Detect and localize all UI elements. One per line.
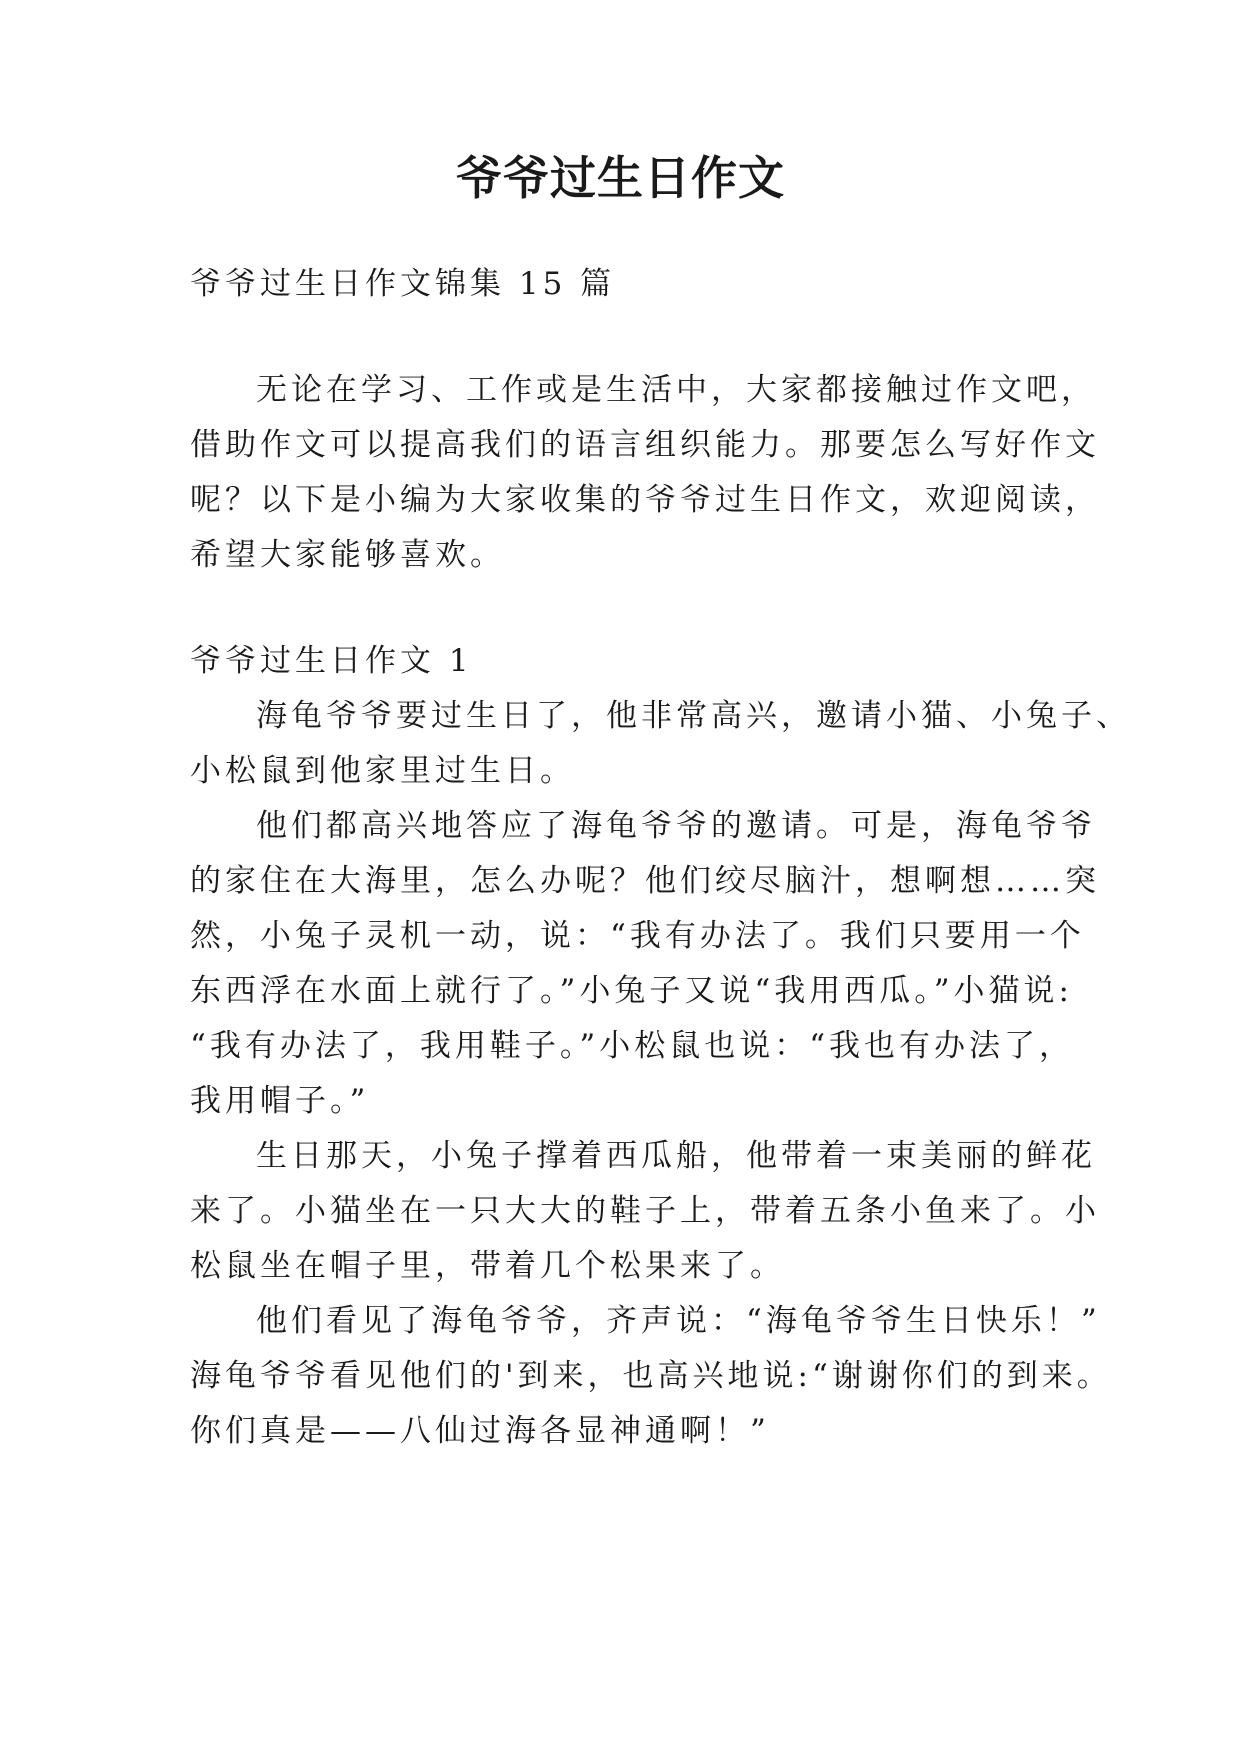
essay-line: 然，小兔子灵机一动，说：“我有办法了。我们只要用一个: [190, 918, 1085, 954]
intro-line: 希望大家能够喜欢。: [190, 537, 505, 573]
essay-line: 的家住在大海里，怎么办呢？他们绞尽脑汁，想啊想……突: [190, 863, 1100, 899]
document-title: 爷爷过生日作文: [456, 151, 785, 205]
essay-line: 松鼠坐在帽子里，带着几个松果来了。: [190, 1248, 785, 1284]
essay-line: 来了。小猫坐在一只大大的鞋子上，带着五条小鱼来了。小: [190, 1193, 1100, 1229]
collection-subtitle: 爷爷过生日作文锦集 15 篇: [190, 266, 616, 302]
essay-line: 你们真是——八仙过海各显神通啊！”: [190, 1413, 770, 1449]
essay-line: 海龟爷爷要过生日了，他非常高兴，邀请小猫、小兔子、: [256, 698, 1131, 734]
essay-line: 他们看见了海龟爷爷，齐声说：“海龟爷爷生日快乐！”: [256, 1303, 1101, 1339]
essay-heading: 爷爷过生日作文 1: [190, 643, 473, 679]
intro-line: 呢？以下是小编为大家收集的爷爷过生日作文，欢迎阅读，: [190, 482, 1100, 518]
essay-line: “我有办法了，我用鞋子。”小松鼠也说：“我也有办法了，: [190, 1028, 1075, 1064]
essay-line: 我用帽子。”: [190, 1083, 370, 1119]
essay-line: 海龟爷爷看见他们的'到来，也高兴地说:“谢谢你们的到来。: [190, 1358, 1112, 1394]
essay-line: 小松鼠到他家里过生日。: [190, 753, 575, 789]
intro-line: 借助作文可以提高我们的语言组织能力。那要怎么写好作文: [190, 427, 1100, 463]
intro-line: 无论在学习、工作或是生活中，大家都接触过作文吧，: [256, 372, 1096, 408]
essay-line: 东西浮在水面上就行了。”小兔子又说“我用西瓜。”小猫说:: [190, 973, 1073, 1009]
essay-line: 生日那天，小兔子撑着西瓜船，他带着一束美丽的鲜花: [256, 1138, 1096, 1174]
essay-line: 他们都高兴地答应了海龟爷爷的邀请。可是，海龟爷爷: [256, 808, 1096, 844]
